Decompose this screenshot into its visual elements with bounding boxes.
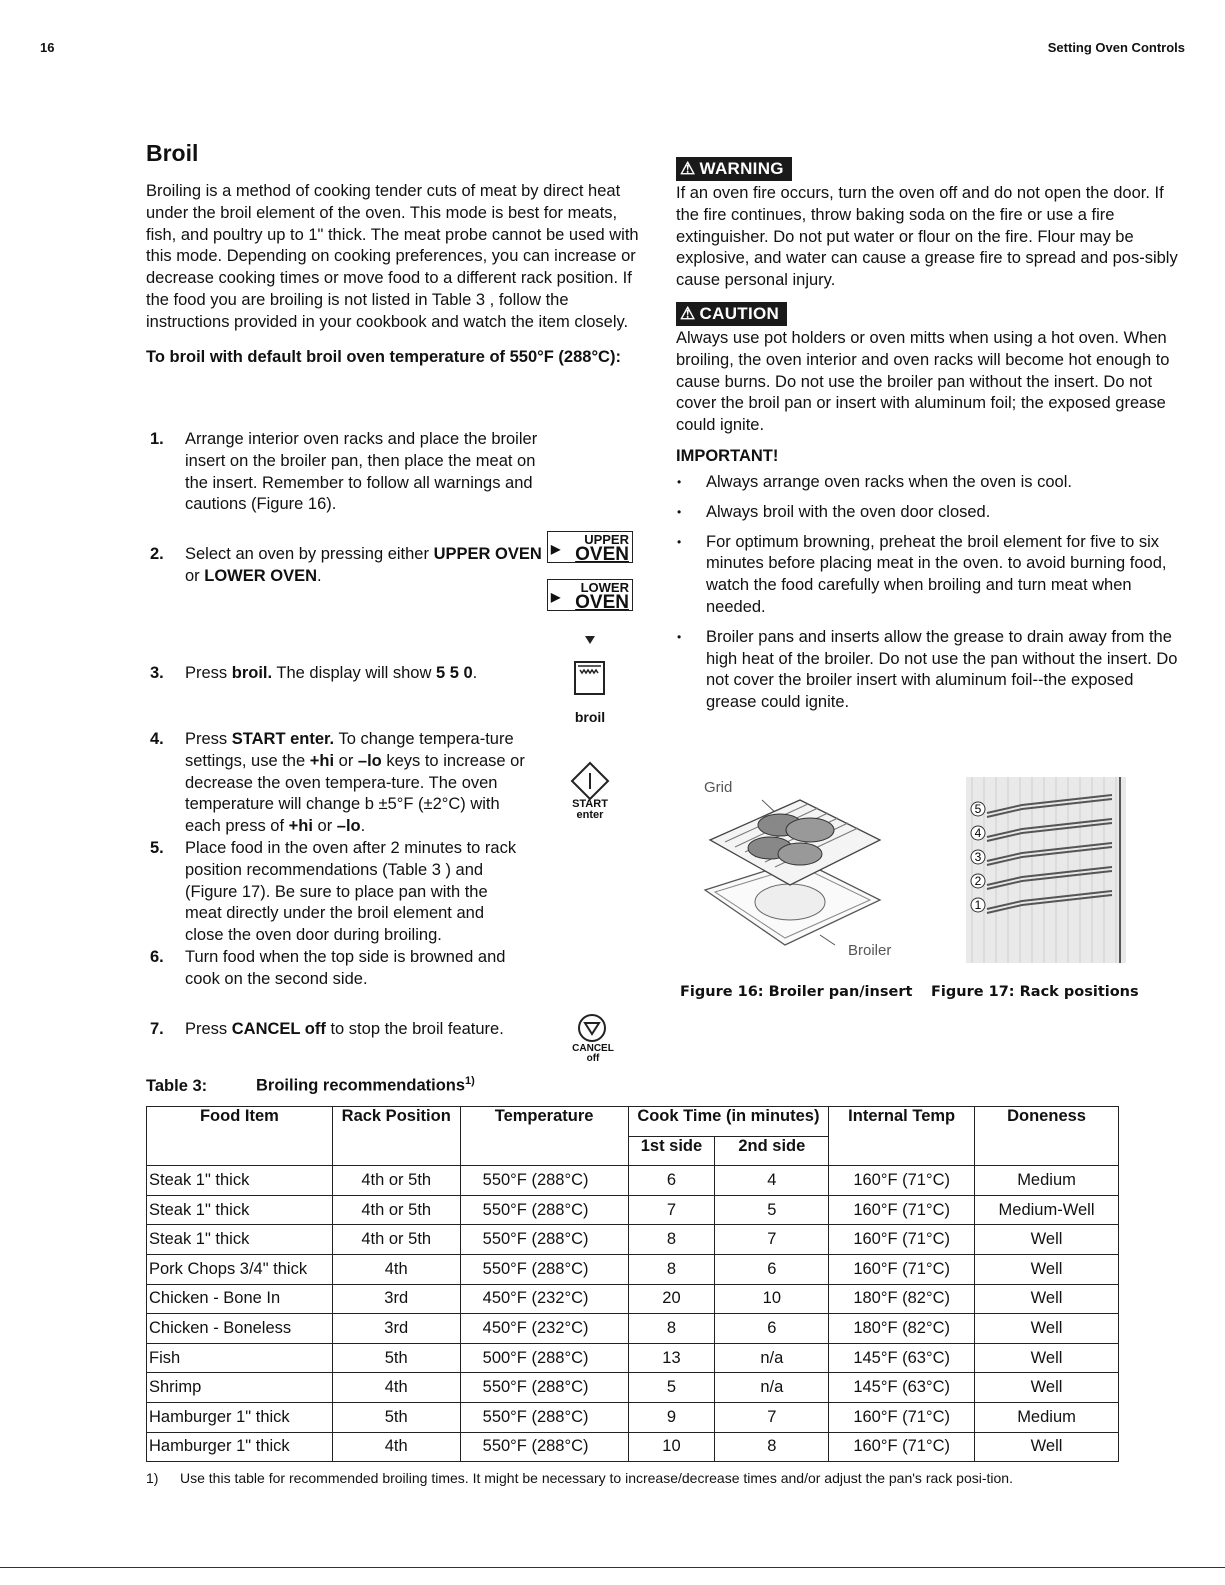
cell-doneness: Medium bbox=[975, 1402, 1119, 1432]
table-row bbox=[147, 1373, 1119, 1403]
figure-17-caption: Figure 17: Rack positions bbox=[931, 984, 1139, 1000]
broiling-recommendations-table bbox=[146, 1106, 1119, 1462]
header-internal-temp: Internal Temp bbox=[829, 1107, 975, 1166]
cell-internal-temp: 145°F (63°C) bbox=[829, 1343, 975, 1373]
broil-intro-section bbox=[146, 140, 646, 368]
cell-food-item: Steak 1" thick bbox=[147, 1166, 333, 1196]
step-7 bbox=[146, 1019, 546, 1041]
step-2 bbox=[146, 544, 546, 588]
step-text: Select an oven by pressing either UPPER OVEN or LOWER OVEN. bbox=[185, 545, 542, 585]
list-item: • For optimum browning, preheat the broil element for five to six minutes before placing meat in the oven. to avoid burning food, watch the food carefully when broiling and turn meat when needed. bbox=[676, 532, 1186, 619]
cell-food-item: Hamburger 1" thick bbox=[147, 1432, 333, 1462]
step-number: 7. bbox=[150, 1020, 164, 1038]
header-first-side: 1st side bbox=[628, 1136, 715, 1166]
step-1 bbox=[146, 429, 546, 516]
cell-doneness: Well bbox=[975, 1373, 1119, 1403]
table-row bbox=[147, 1402, 1119, 1432]
caution-text: Always use pot holders or oven mitts when using a hot oven. When broiling, the oven interior and oven racks will become hot enough to cause burns. Do not use the broiler pan without the insert. Do not cover the broil pan or insert with aluminum foil; the exposed grease could ignite. bbox=[676, 328, 1170, 435]
important-label: IMPORTANT! bbox=[676, 446, 779, 465]
cancel-key-icon bbox=[576, 1012, 608, 1044]
broil-intro-text: Broiling is a method of cooking tender cuts of meat by direct heat under the broil element of the oven. This mode is best for meats, fish, and poultry up to 1" thick. The meat probe cannot be used with this mode. Depending on cooking preferences, you can increase or decrease cooking times or move food to a different rack position. If the food you are broiling is not listed in Table 3 , follow the instructions provided in your cookbook and watch the item closely. bbox=[146, 182, 639, 331]
safety-section bbox=[676, 157, 1186, 722]
broiler-label: Broiler bbox=[848, 942, 892, 959]
rack-number-label: 1 bbox=[974, 898, 982, 912]
list-item: • Broiler pans and inserts allow the grease to drain away from the high heat of the broiler. Do not use the pan without the insert. Do not cover the broiler insert with aluminum foil--the exposed grease could ignite. bbox=[676, 627, 1186, 714]
step-4 bbox=[146, 729, 526, 838]
cell-second-side: 8 bbox=[715, 1432, 829, 1462]
list-item: • Always arrange oven racks when the oven is cool. bbox=[676, 472, 1186, 494]
start-key-label: START enter bbox=[572, 798, 608, 821]
step-text: Turn food when the top side is browned and cook on the second side. bbox=[185, 948, 506, 988]
table-row bbox=[147, 1343, 1119, 1373]
cell-doneness: Well bbox=[975, 1284, 1119, 1314]
header-second-side: 2nd side bbox=[715, 1136, 829, 1166]
table-header-row bbox=[147, 1107, 1119, 1137]
cell-internal-temp: 160°F (71°C) bbox=[829, 1166, 975, 1196]
cell-rack-position: 4th bbox=[332, 1432, 460, 1462]
broil-key-icon bbox=[560, 632, 620, 698]
cell-internal-temp: 160°F (71°C) bbox=[829, 1195, 975, 1225]
cell-doneness: Well bbox=[975, 1432, 1119, 1462]
table-row bbox=[147, 1166, 1119, 1196]
step-text: Press broil. The display will show 5 5 0. bbox=[185, 664, 478, 682]
cell-internal-temp: 180°F (82°C) bbox=[829, 1284, 975, 1314]
step-text: Press START enter. To change tempera-ture settings, use the +hi or –lo keys to increase or decrease the oven tempera-ture. The oven temperature will change b ±5°F (±2°C) with each press of +hi or –lo. bbox=[185, 730, 525, 836]
cell-rack-position: 4th or 5th bbox=[332, 1225, 460, 1255]
cell-food-item: Steak 1" thick bbox=[147, 1225, 333, 1255]
cell-second-side: 7 bbox=[715, 1225, 829, 1255]
cell-first-side: 8 bbox=[628, 1314, 715, 1344]
header-food-item: Food Item bbox=[147, 1107, 333, 1166]
important-list bbox=[676, 472, 1186, 714]
cell-rack-position: 5th bbox=[332, 1343, 460, 1373]
start-key-icon bbox=[570, 761, 610, 801]
running-header: Setting Oven Controls bbox=[1047, 40, 1185, 55]
header-temperature: Temperature bbox=[460, 1107, 628, 1166]
cell-temperature: 450°F (232°C) bbox=[460, 1284, 628, 1314]
cell-rack-position: 4th or 5th bbox=[332, 1195, 460, 1225]
cell-second-side: 5 bbox=[715, 1195, 829, 1225]
cell-first-side: 10 bbox=[628, 1432, 715, 1462]
rack-number-label: 3 bbox=[974, 850, 982, 864]
cell-second-side: 7 bbox=[715, 1402, 829, 1432]
cell-first-side: 8 bbox=[628, 1225, 715, 1255]
cell-temperature: 550°F (288°C) bbox=[460, 1195, 628, 1225]
broil-key-label: broil bbox=[574, 709, 606, 725]
cell-rack-position: 4th bbox=[332, 1254, 460, 1284]
cell-food-item: Fish bbox=[147, 1343, 333, 1373]
figure-16-caption: Figure 16: Broiler pan/insert bbox=[680, 984, 913, 1000]
step-number: 1. bbox=[150, 430, 164, 448]
cell-doneness: Medium bbox=[975, 1166, 1119, 1196]
table-footnote: 1) Use this table for recommended broiling times. It might be necessary to increase/decrease times and/or adjust the pan's rack posi-tion. bbox=[146, 1470, 1013, 1486]
cell-internal-temp: 180°F (82°C) bbox=[829, 1314, 975, 1344]
cell-internal-temp: 160°F (71°C) bbox=[829, 1225, 975, 1255]
step-6 bbox=[146, 947, 526, 991]
cell-temperature: 550°F (288°C) bbox=[460, 1225, 628, 1255]
broiler-pan-illustration bbox=[690, 770, 920, 970]
cell-doneness: Well bbox=[975, 1343, 1119, 1373]
cell-rack-position: 5th bbox=[332, 1402, 460, 1432]
cell-food-item: Chicken - Bone In bbox=[147, 1284, 333, 1314]
table-row bbox=[147, 1254, 1119, 1284]
cell-food-item: Hamburger 1" thick bbox=[147, 1402, 333, 1432]
warning-triangle-icon: ⚠ bbox=[680, 303, 696, 323]
play-arrow-icon: ▶ bbox=[551, 542, 561, 556]
cell-doneness: Medium-Well bbox=[975, 1195, 1119, 1225]
cell-doneness: Well bbox=[975, 1314, 1119, 1344]
cell-second-side: n/a bbox=[715, 1373, 829, 1403]
cell-temperature: 500°F (288°C) bbox=[460, 1343, 628, 1373]
step-text: Place food in the oven after 2 minutes to rack position recommendations (Table 3 ) and (Figure 17). Be sure to place pan with the meat directly under the broil element and close the oven door during broiling. bbox=[185, 839, 517, 945]
step-number: 5. bbox=[150, 839, 164, 857]
step-text: Press CANCEL off to stop the broil feature. bbox=[185, 1020, 504, 1038]
cell-second-side: 6 bbox=[715, 1314, 829, 1344]
header-doneness: Doneness bbox=[975, 1107, 1119, 1166]
cell-temperature: 550°F (288°C) bbox=[460, 1166, 628, 1196]
caution-badge: ⚠ CAUTION bbox=[676, 302, 787, 326]
cell-first-side: 7 bbox=[628, 1195, 715, 1225]
cell-temperature: 450°F (232°C) bbox=[460, 1314, 628, 1344]
table-row bbox=[147, 1284, 1119, 1314]
warning-badge: ⚠ WARNING bbox=[676, 157, 792, 181]
cell-internal-temp: 160°F (71°C) bbox=[829, 1402, 975, 1432]
broil-lead-text: To broil with default broil oven temperature of 550°F (288°C): bbox=[146, 347, 621, 366]
cell-internal-temp: 145°F (63°C) bbox=[829, 1373, 975, 1403]
step-3 bbox=[146, 663, 546, 685]
cell-temperature: 550°F (288°C) bbox=[460, 1254, 628, 1284]
rack-positions-illustration bbox=[962, 775, 1130, 967]
cell-doneness: Well bbox=[975, 1254, 1119, 1284]
cell-rack-position: 3rd bbox=[332, 1314, 460, 1344]
cell-second-side: 6 bbox=[715, 1254, 829, 1284]
cell-food-item: Chicken - Boneless bbox=[147, 1314, 333, 1344]
cell-first-side: 20 bbox=[628, 1284, 715, 1314]
table-caption: Table 3: Broiling recommendations$^{1)}$ bbox=[146, 1075, 475, 1095]
cell-temperature: 550°F (288°C) bbox=[460, 1432, 628, 1462]
upper-oven-key: ▶ UPPER OVEN bbox=[547, 531, 633, 563]
table-row bbox=[147, 1314, 1119, 1344]
step-number: 6. bbox=[150, 948, 164, 966]
header-cook-time: Cook Time (in minutes) bbox=[628, 1107, 829, 1137]
lower-oven-key: ▶ LOWER OVEN bbox=[547, 579, 633, 611]
step-number: 2. bbox=[150, 545, 164, 563]
warning-triangle-icon: ⚠ bbox=[680, 159, 696, 178]
step-text: Arrange interior oven racks and place the broiler insert on the broiler pan, then place the meat on the insert. Remember to follow all warnings and cautions (Figure 16). bbox=[185, 430, 538, 514]
cancel-key-label: CANCEL off bbox=[572, 1043, 614, 1064]
cell-temperature: 550°F (288°C) bbox=[460, 1402, 628, 1432]
warning-text: If an oven fire occurs, turn the oven off and do not open the door. If the fire continues, throw baking soda on the fire or use a fire extinguisher. Do not put water or flour on the fire. Flour may be explosive, and water can cause a grease fire to spread and pos-sibly cause personal injury. bbox=[676, 184, 1178, 290]
rack-number-label: 4 bbox=[974, 826, 982, 840]
table-row bbox=[147, 1195, 1119, 1225]
cell-first-side: 13 bbox=[628, 1343, 715, 1373]
cell-rack-position: 3rd bbox=[332, 1284, 460, 1314]
table-row bbox=[147, 1432, 1119, 1462]
cell-food-item: Pork Chops 3/4" thick bbox=[147, 1254, 333, 1284]
step-number: 4. bbox=[150, 730, 164, 748]
step-number: 3. bbox=[150, 664, 164, 682]
page-bottom-rule bbox=[0, 1567, 1225, 1568]
section-heading: Broil bbox=[146, 140, 199, 166]
cell-first-side: 9 bbox=[628, 1402, 715, 1432]
grid-label: Grid bbox=[704, 779, 733, 796]
cell-first-side: 8 bbox=[628, 1254, 715, 1284]
cell-rack-position: 4th or 5th bbox=[332, 1166, 460, 1196]
cell-food-item: Steak 1" thick bbox=[147, 1195, 333, 1225]
cell-doneness: Well bbox=[975, 1225, 1119, 1255]
header-rack-position: Rack Position bbox=[332, 1107, 460, 1166]
cell-food-item: Shrimp bbox=[147, 1373, 333, 1403]
list-item: • Always broil with the oven door closed. bbox=[676, 502, 1186, 524]
play-arrow-icon: ▶ bbox=[551, 590, 561, 604]
cell-second-side: 10 bbox=[715, 1284, 829, 1314]
rack-number-label: 5 bbox=[974, 802, 982, 816]
cell-temperature: 550°F (288°C) bbox=[460, 1373, 628, 1403]
cell-internal-temp: 160°F (71°C) bbox=[829, 1254, 975, 1284]
rack-number-label: 2 bbox=[974, 874, 982, 888]
table-row bbox=[147, 1225, 1119, 1255]
cell-second-side: 4 bbox=[715, 1166, 829, 1196]
cell-internal-temp: 160°F (71°C) bbox=[829, 1432, 975, 1462]
cell-rack-position: 4th bbox=[332, 1373, 460, 1403]
step-5 bbox=[146, 838, 526, 947]
cell-first-side: 6 bbox=[628, 1166, 715, 1196]
page-number: 16 bbox=[40, 40, 55, 55]
cell-second-side: n/a bbox=[715, 1343, 829, 1373]
cell-first-side: 5 bbox=[628, 1373, 715, 1403]
